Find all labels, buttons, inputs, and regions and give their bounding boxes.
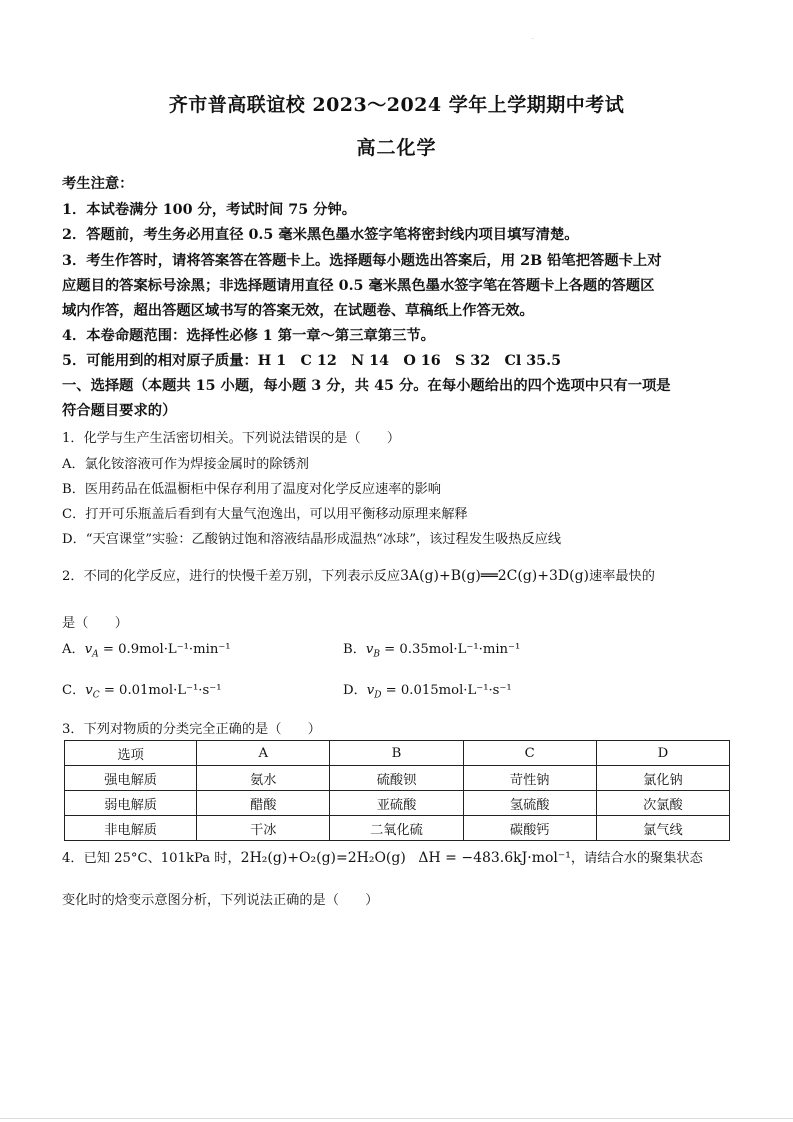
exam-subject: 高二化学 xyxy=(356,137,437,159)
exam-title: 齐市普高联谊校 2023～2024 学年上学期期中考试 xyxy=(168,94,625,116)
table-cell: 氯气线 xyxy=(596,816,729,841)
notice-item-2: 2．答题前，考生务必用直径 0.5 毫米黑色墨水签字笔将密封线内项目填写清楚。 xyxy=(62,227,579,243)
q4-enthalpy: ΔH = −483.6kJ·mol⁻¹ xyxy=(418,850,571,866)
table-header-row xyxy=(65,741,730,766)
q2-rate-symbol-d: v xyxy=(366,683,375,698)
q1-option-d: D．“天宫课堂”实验：乙酸钠过饱和溶液结晶形成温热“冰球”，该过程发生吸热反应线 xyxy=(62,532,562,547)
q1-option-b: B．医用药品在低温橱柜中保存利用了温度对化学反应速率的影响 xyxy=(62,482,441,497)
q2-stem-post: 速率最快的 xyxy=(589,569,655,584)
q1-stem: 1．化学与生产生活密切相关。下列说法错误的是（ ） xyxy=(62,431,401,446)
q2-option-a-label: A． xyxy=(62,642,85,657)
table-header-cell: 选项 xyxy=(65,741,197,766)
q4-stem xyxy=(62,847,703,866)
q2-option-d-label: D． xyxy=(343,683,367,698)
table-cell: 氯化钠 xyxy=(596,766,729,791)
table-header-cell: A xyxy=(197,741,330,766)
table-cell: 碳酸钙 xyxy=(463,816,596,841)
q2-rate-value-b: = 0.35mol·L⁻¹·min⁻¹ xyxy=(379,642,521,657)
q2-option-b-label: B． xyxy=(343,642,366,657)
q2-reaction: 3A(g)+B(g)══2C(g)+3D(g) xyxy=(400,568,589,584)
table-cell: 弱电解质 xyxy=(65,791,197,816)
notice-item-3: 3．考生作答时，请将答案答在答题卡上。选择题每小题选出答案后，用 2B 铅笔把答题卡上对 xyxy=(62,253,662,269)
table-cell: 醋酸 xyxy=(197,791,330,816)
table-cell: 强电解质 xyxy=(65,766,197,791)
section-heading-cont: 符合题目要求的） xyxy=(62,403,177,419)
q2-rate-value-a: = 0.9mol·L⁻¹·min⁻¹ xyxy=(98,642,231,657)
table-cell: 氨水 xyxy=(197,766,330,791)
q2-rate-sub-a: A xyxy=(92,649,99,660)
q4-stem-pre: 4．已知 25°C、101kPa 时， xyxy=(62,851,241,866)
page-bottom-border xyxy=(0,1118,793,1119)
table-header-cell: C xyxy=(463,741,596,766)
table-cell: 苛性钠 xyxy=(463,766,596,791)
q2-option-c-label: C． xyxy=(62,683,86,698)
q2-rate-sub-c: C xyxy=(92,690,100,701)
notice-item-4: 4．本卷命题范围：选择性必修 1 第一章～第三章第三节。 xyxy=(62,328,435,344)
table-cell: 干冰 xyxy=(197,816,330,841)
q2-rate-symbol-b: v xyxy=(365,642,374,657)
q2-stem-line2: 是（ ） xyxy=(62,616,128,631)
q2-rate-value-d: = 0.015mol·L⁻¹·s⁻¹ xyxy=(381,683,512,698)
q2-stem-pre: 2．不同的化学反应，进行的快慢千差万别，下列表示反应 xyxy=(62,569,401,584)
q1-option-a: A．氯化铵溶液可作为焊接金属时的除锈剂 xyxy=(62,457,309,472)
table-cell: 亚硫酸 xyxy=(330,791,463,816)
q2-option-b xyxy=(343,638,520,660)
q3-stem: 3．下列对物质的分类完全正确的是（ ） xyxy=(62,722,321,737)
q2-option-a xyxy=(62,638,231,660)
q2-rate-value-c: = 0.01mol·L⁻¹·s⁻¹ xyxy=(99,683,222,698)
table-cell: 氢硫酸 xyxy=(463,791,596,816)
table-header-cell: D xyxy=(596,741,729,766)
q1-option-c: C．打开可乐瓶盖后看到有大量气泡逸出，可以用平衡移动原理来解释 xyxy=(62,507,468,522)
q4-stem-line2: 变化时的焓变示意图分析，下列说法正确的是（ ） xyxy=(62,893,379,908)
table-row xyxy=(65,816,730,841)
q2-option-c xyxy=(62,679,222,701)
table-cell: 非电解质 xyxy=(65,816,197,841)
notice-item-3-cont2: 域内作答，超出答题区域书写的答案无效，在试题卷、草稿纸上作答无效。 xyxy=(62,303,534,319)
q2-option-d xyxy=(343,679,512,701)
table-header-cell: B xyxy=(330,741,463,766)
q2-rate-symbol-a: v xyxy=(84,642,93,657)
q2-rate-sub-b: B xyxy=(373,649,380,660)
q2-stem xyxy=(62,565,655,584)
table-row xyxy=(65,791,730,816)
notice-heading: 考生注意： xyxy=(62,176,134,192)
table-cell: 二氧化硫 xyxy=(330,816,463,841)
classification-table xyxy=(64,740,730,841)
q2-rate-sub-d: D xyxy=(374,690,382,701)
notice-item-3-cont: 应题目的答案标号涂黑；非选择题请用直径 0.5 毫米黑色墨水签字笔在答题卡上各题的答题区 xyxy=(62,278,655,294)
table-row xyxy=(65,766,730,791)
table-cell: 硫酸钡 xyxy=(330,766,463,791)
section-heading: 一、选择题（本题共 15 小题，每小题 3 分，共 45 分。在每小题给出的四个选项中只有一项是 xyxy=(62,378,671,394)
q4-equation: 2H₂(g)+O₂(g)=2H₂O(g) xyxy=(240,850,406,866)
scan-dot: · xyxy=(532,36,534,43)
table-cell: 次氯酸 xyxy=(596,791,729,816)
q4-stem-post: ，请结合水的聚集状态 xyxy=(570,851,703,866)
notice-item-5: 5．可能用到的相对原子质量：H 1 C 12 N 14 O 16 S 32 Cl 35.5 xyxy=(62,353,562,369)
notice-item-1: 1．本试卷满分 100 分，考试时间 75 分钟。 xyxy=(62,202,357,218)
q2-rate-symbol-c: v xyxy=(85,683,93,698)
